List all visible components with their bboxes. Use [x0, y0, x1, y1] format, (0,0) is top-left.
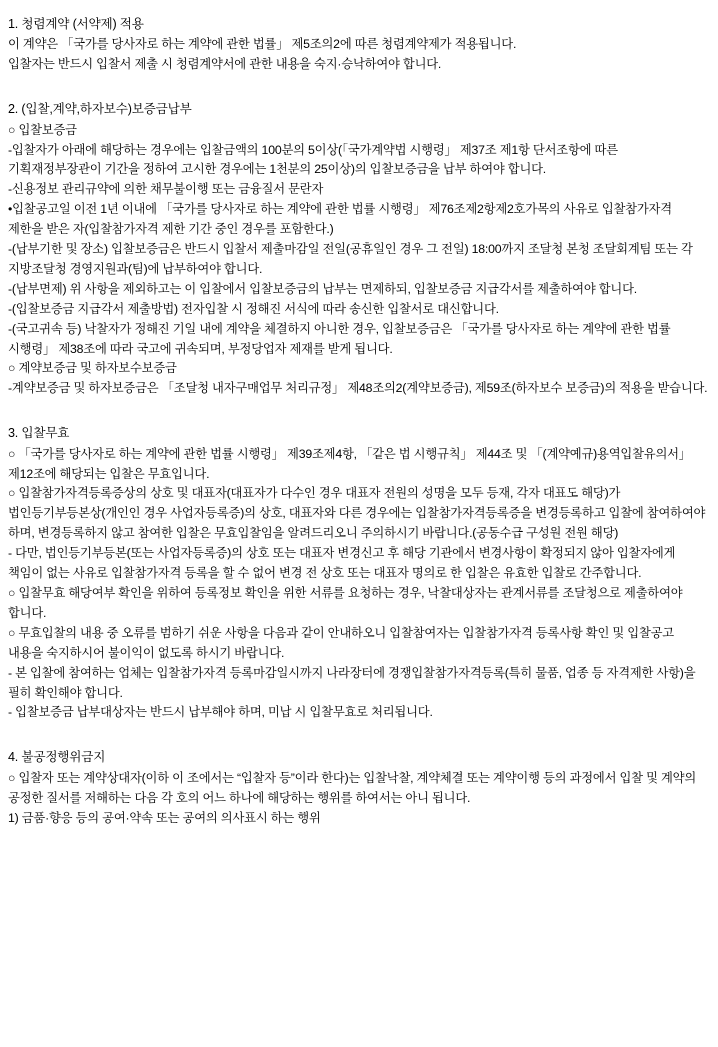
section-1-paragraph-1: 이 계약은 「국가를 당사자로 하는 계약에 관한 법률」 제5조의2에 따른 청렴계약제가 적용됩니다. [8, 37, 517, 52]
spacer [8, 723, 710, 747]
section-2-paragraph-7: -(국고귀속 등) 낙찰자가 정해진 기일 내에 계약을 체결하지 아니한 경우, 입찰보증금은 「국가를 당사자로 하는 계약에 관한 법률 시행령」 제38조에 따라 국고에 귀속되며, 부정당업자 제재를 받게 됩니다. [8, 321, 671, 356]
section-2-paragraph-8: -계약보증금 및 하자보증금은 「조달청 내자구매업무 처리규정」 제48조의2(계약보증금), 제59조(하자보수 보증금)의 적용을 받습니다. [8, 381, 708, 396]
document-body [8, 14, 710, 828]
section-2-paragraph-2: -신용정보 관리규약에 의한 채무불이행 또는 금융질서 문란자 [8, 182, 324, 197]
section-3-paragraph-1: ○ 「국가를 당사자로 하는 계약에 관한 법률 시행령」 제39조제4항, 「같은 법 시행규칙」 제44조 및 「(계약예규)용역입찰유의서」 제12조에 해당되는 입찰은 무효입니다. [8, 446, 691, 481]
section-3-paragraph-3: - 다만, 법인등기부등본(또는 사업자등록증)의 상호 또는 대표자 변경신고 후 해당 기관에서 변경사항이 확정되지 않아 입찰자에게 책임이 없는 사유로 입찰참가자격 등록을 할 수 없어 변경 전 상호 또는 대표자 명의로 한 입찰은 유효한 입찰로 간주합니다. [8, 546, 676, 581]
section-3-paragraph-6: - 본 입찰에 참여하는 업체는 입찰참가자격 등록마감일시까지 나라장터에 경쟁입찰참가자격등록(특히 물품, 업종 등 자격제한 사항)을 필히 확인해야 합니다. [8, 665, 696, 700]
section-3-paragraph-5: ○ 무효입찰의 내용 중 오류를 범하기 쉬운 사항을 다음과 같이 안내하오니 입찰참여자는 입찰참가자격 등록사항 확인 및 입찰공고 내용을 숙지하시어 불이익이 없도록 하시기 바랍니다. [8, 625, 674, 660]
section-4-list-item-1: 1) 금품·향응 등의 공여·약속 또는 공여의 의사표시 하는 행위 [8, 810, 321, 825]
spacer [8, 399, 710, 423]
section-4 [8, 747, 710, 828]
section-2-subheading-bid-bond: ○ 입찰보증금 [8, 122, 77, 137]
section-1-heading: 1. 청렴계약 (서약제) 적용 [8, 17, 144, 31]
section-2 [8, 99, 710, 399]
section-2-paragraph-4: -(납부기한 및 장소) 입찰보증금은 반드시 입찰서 제출마감일 전일(공휴일인 경우 그 전일) 18:00까지 조달청 본청 조달회계팀 또는 각 지방조달청 경영지원과(팀)에 납부하여야 합니다. [8, 242, 693, 276]
section-1 [8, 14, 710, 75]
section-2-subheading-contract-bond: ○ 계약보증금 및 하자보수보증금 [8, 361, 177, 376]
section-3-paragraph-2: ○ 입찰참가자격등록증상의 상호 및 대표자(대표자가 다수인 경우 대표자 전원의 성명을 모두 등재, 각자 대표도 해당)가 법인등기부등본상(개인인 경우 사업자등록증)의 상호, 대표자와 다른 경우에는 입찰참가자격등록증을 변경등록하고 입찰에 참여하여야 하며, 변경등록하지 않고 참여한 입찰은 무효입찰임을 알려드리오니 주의하시기 바랍니다.(공동수급 구성원 전원 해당) [8, 486, 706, 541]
section-4-paragraph-1: ○ 입찰자 또는 계약상대자(이하 이 조에서는 “입찰자 등”이라 한다)는 입찰낙찰, 계약체결 또는 계약이행 등의 과정에서 입찰 및 계약의 공정한 질서를 저해하는 다음 각 호의 어느 하나에 해당하는 행위를 하여서는 아니 됩니다. [8, 770, 697, 805]
spacer [8, 75, 710, 99]
section-2-paragraph-1: -입찰자가 아래에 해당하는 경우에는 입찰금액의 100분의 5이상(「국가계약법 시행령」 제37조 제1항 단서조항에 따른 기획재정부장관이 기간을 정하여 고시한 경우에는 1천분의 25이상)의 입찰보증금을 납부 하여야 합니다. [8, 142, 618, 177]
section-1-paragraph-2: 입찰자는 반드시 입찰서 제출 시 청렴계약서에 관한 내용을 숙지·승낙하여야 합니다. [8, 57, 442, 72]
section-2-paragraph-3: •입찰공고일 이전 1년 이내에 「국가를 당사자로 하는 계약에 관한 법률 시행령」 제76조제2항제2호가목의 사유로 입찰참가자격 제한을 받은 자(입찰참가자격 제한 기간 중인 경우를 포함한다.) [8, 202, 672, 237]
section-2-heading: 2. (입찰,계약,하자보수)보증금납부 [8, 102, 192, 117]
section-3-paragraph-4: ○ 입찰무효 해당여부 확인을 위하여 등록정보 확인을 위한 서류를 요청하는 경우, 낙찰대상자는 관계서류를 조달청으로 제출하여야 합니다. [8, 586, 683, 620]
section-3 [8, 423, 710, 723]
section-3-paragraph-7: - 입찰보증금 납부대상자는 반드시 납부해야 하며, 미납 시 입찰무효로 처리됩니다. [8, 705, 433, 720]
section-4-heading: 4. 불공정행위금지 [8, 750, 106, 765]
section-2-paragraph-6: -(입찰보증금 지급각서 제출방법) 전자입찰 시 정해진 서식에 따라 송신한 입찰서로 대신합니다. [8, 301, 499, 316]
section-2-paragraph-5: -(납부면제) 위 사항을 제외하고는 이 입찰에서 입찰보증금의 납부는 면제하되, 입찰보증금 지급각서를 제출하여야 합니다. [8, 281, 637, 296]
section-3-heading: 3. 입찰무효 [8, 426, 70, 441]
